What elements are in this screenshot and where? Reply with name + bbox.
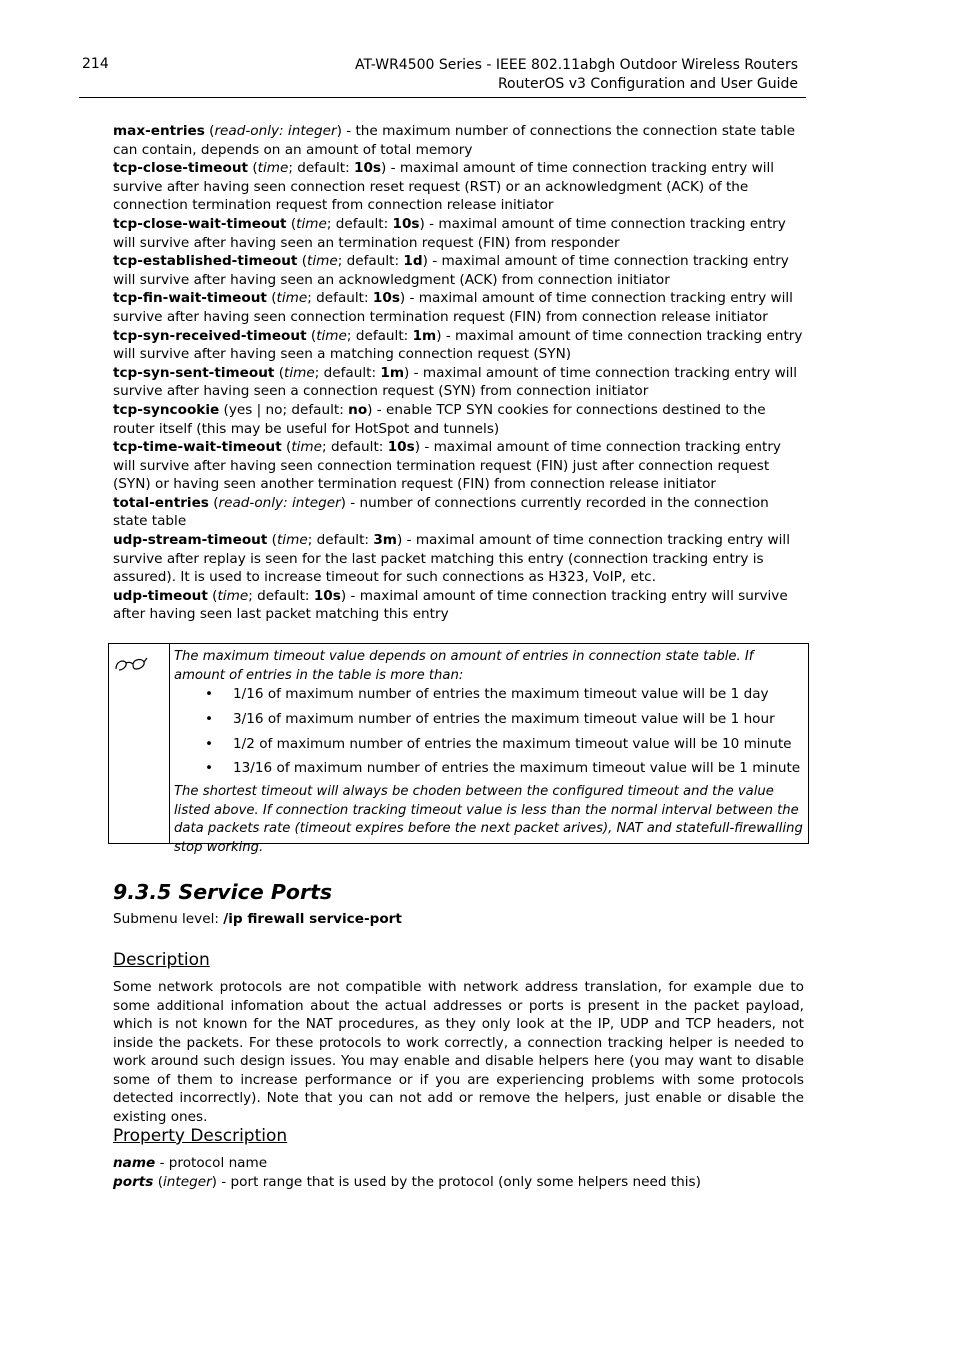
property-default-label: ; default: (307, 532, 374, 549)
property-description: - maximal amount of time connection tracking entry will survive after having seen a connection request (SYN) from connection initiator (113, 364, 798, 400)
property-default-value: 10s (392, 215, 420, 232)
property-term: tcp-close-timeout (113, 160, 248, 177)
property-term: udp-timeout (113, 587, 208, 604)
property-paren: ) (419, 215, 425, 232)
property-term: tcp-syncookie (113, 401, 220, 418)
property-entry (113, 327, 805, 364)
glasses-icon (114, 656, 148, 674)
property-default-value: 10s (353, 160, 381, 177)
property-description: - maximal amount of time connection tracking entry will survive after having seen an acknowledgment (ACK) from connection initiator (113, 253, 789, 288)
property-entry (113, 531, 805, 587)
description-paragraph: Some network protocols are not compatible with network address translation, for example due to some additional infomation about the actual addresses or ports is present in the packet payload, which is not known for the NAT procedures, as they only look at the IP, UDP and TCP headers, not inside the packets. For these protocols to work correctly, a connection tracking helper is needed to work around such design issues. You may enable and disable helpers here (you may want to disable some of them to increase performance or if you are experiencing problems with some protocols detected incorrectly). Note that you can not add or remove the helpers, just enable or disable the existing ones. (113, 979, 804, 1125)
property-default-value: 3m (373, 532, 397, 549)
property-term: udp-stream-timeout (113, 532, 268, 549)
property-default-value: 10s (313, 587, 341, 604)
submenu-path: /ip firewall service-port (223, 911, 402, 927)
submenu-level (113, 911, 402, 927)
property-term: tcp-syn-received-timeout (113, 327, 307, 344)
property-description-heading: Property Description (113, 1126, 288, 1146)
property-default-value: 1m (412, 327, 437, 344)
property-description: - maximal amount of time connection tracking entry will survive after having seen connection termination request (FIN) from connection release initiator (113, 290, 793, 325)
prop-ports-type: integer (163, 1174, 212, 1190)
property-paren: ( (297, 253, 308, 270)
property-type: time (291, 439, 323, 456)
property-default-label: ; default: (248, 587, 314, 604)
property-default-value: 1d (403, 253, 423, 270)
property-default-label: ; default: (322, 439, 388, 456)
property-type: time (307, 253, 338, 270)
property-type: time (316, 327, 347, 344)
property-entry (113, 289, 805, 326)
header-rule (79, 97, 806, 98)
property-description: - maximal amount of time connection tracking entry will survive after having seen connection termination request (FIN) just after connection request (SYN) or having seen another termination request (FIN) from connection release initiator (113, 439, 781, 493)
property-default-label: ; default: (346, 327, 413, 344)
prop-ports-term: ports (113, 1174, 154, 1190)
note-text (174, 648, 804, 858)
note-outro: The shortest timeout will always be choden between the configured timeout and the value listed above. If connection tracking timeout value is less than the normal interval between the data packets rate (timeout expires before the next packet arives), NAT and statefull-firewalling stop working. (174, 784, 803, 856)
note-bullet: • 1/16 of maximum number of entries the maximum timeout value will be 1 day (174, 685, 804, 710)
property-description: - the maximum number of connections the connection state table can contain, depends on an amount of total memory (113, 123, 796, 158)
header-title-line1: AT-WR4500 Series - IEEE 802.11abgh Outdoor Wireless Routers (355, 57, 798, 73)
property-type: time (257, 160, 289, 177)
property-entry (113, 122, 805, 159)
property-default-value: 10s (372, 290, 400, 307)
prop-ports-desc: - port range that is used by the protocol (only some helpers need this) (216, 1174, 701, 1190)
property-default-label: ; default: (307, 290, 373, 307)
property-paren: ) (381, 160, 387, 177)
property-paren: ( (286, 215, 297, 232)
property-term: max-entries (113, 123, 205, 139)
header-title-line2: RouterOS v3 Configuration and User Guide (497, 76, 798, 92)
property-list (113, 122, 805, 624)
property-type: time (296, 215, 327, 232)
section-title: 9.3.5 Service Ports (113, 880, 333, 904)
property-type: time (276, 532, 308, 549)
property-ports (113, 1173, 804, 1192)
property-entry (113, 401, 805, 438)
note-icon-cell (109, 644, 170, 843)
property-paren: ( (266, 290, 277, 307)
property-paren: ( (274, 364, 285, 381)
property-type: yes | no (228, 401, 283, 418)
submenu-label: Submenu level: (113, 911, 224, 927)
property-paren: ) (336, 123, 342, 139)
property-paren: ( (267, 532, 277, 549)
property-paren: ( (281, 439, 292, 456)
property-default-label: ; default: (337, 253, 404, 270)
property-entry (113, 438, 805, 494)
property-entry (113, 159, 805, 215)
page-number: 214 (82, 56, 109, 72)
prop-name-desc: - protocol name (155, 1155, 268, 1171)
property-paren: ) (436, 327, 442, 344)
property-description: - maximal amount of time connection tracking entry will survive after having seen a matching connection request (SYN) (113, 327, 803, 363)
property-entry (113, 252, 805, 289)
property-term: total-entries (113, 494, 209, 511)
note-bullets (174, 685, 804, 781)
property-entry (113, 215, 805, 252)
note-bullet: • 3/16 of maximum number of entries the maximum timeout value will be 1 hour (174, 710, 804, 735)
note-box (108, 643, 809, 856)
property-paren: ) (340, 494, 346, 511)
description-heading: Description (113, 950, 210, 970)
property-type: read-only: integer (218, 494, 341, 511)
prop-name-term: name (113, 1155, 156, 1171)
property-term: tcp-syn-sent-timeout (113, 364, 275, 381)
property-paren: ) (414, 439, 421, 456)
property-paren: ( (207, 587, 218, 604)
property-name (113, 1154, 804, 1173)
property-paren: ) (399, 290, 406, 307)
property-default-label: ; default: (288, 160, 354, 177)
property-paren: ( (306, 327, 317, 344)
property-type: time (217, 587, 249, 604)
property-entry (113, 494, 805, 531)
property-term: tcp-established-timeout (113, 253, 298, 270)
property-entry (113, 587, 805, 624)
property-paren: ( (248, 160, 258, 177)
prop-ports-open: ( (153, 1174, 163, 1190)
property-default-label: ; default: (282, 401, 349, 418)
property-paren: ( (219, 401, 229, 418)
property-term: tcp-time-wait-timeout (113, 439, 282, 456)
property-term: tcp-fin-wait-timeout (113, 290, 267, 307)
property-entry (113, 364, 805, 401)
note-bullet: • 13/16 of maximum number of entries the maximum timeout value will be 1 minute (174, 759, 804, 781)
property-default-label: ; default: (326, 215, 393, 232)
property-paren: ) (396, 532, 403, 549)
property-term: tcp-close-wait-timeout (113, 215, 287, 232)
running-header (355, 56, 798, 94)
note-bullet: • 1/2 of maximum number of entries the maximum timeout value will be 10 minute (174, 735, 804, 760)
property-paren: ) (404, 364, 410, 381)
note-intro: The maximum timeout value depends on amount of entries in connection state table. If amount of entries in the table is more than: (174, 649, 754, 683)
property-description: - maximal amount of time connection tracking entry will survive after having seen last packet matching this entry (113, 587, 788, 623)
property-paren: ( (204, 123, 215, 139)
property-paren: ( (208, 494, 219, 511)
property-description: - enable TCP SYN cookies for connections destined to the router itself (this may be useful for HotSpot and tunnels) (113, 401, 766, 437)
property-description: - maximal amount of time connection tracking entry will survive after having seen an termination request (FIN) from responder (113, 215, 786, 251)
property-default-label: ; default: (314, 364, 381, 381)
property-paren: ) (367, 401, 373, 418)
prop-ports-close: ) (211, 1174, 217, 1190)
property-default-value: 1m (380, 364, 404, 381)
property-type: read-only: integer (214, 123, 337, 139)
property-default-value: no (348, 401, 368, 418)
property-paren: ) (422, 253, 428, 270)
property-paren: ) (340, 587, 347, 604)
property-description: - maximal amount of time connection tracking entry will survive after replay is seen for the last packet matching this entry (connection tracking entry is assured). It is used to increase timeout for such connections as H323, VoIP, etc. (113, 532, 790, 586)
property-type: time (276, 290, 308, 307)
property-description: - maximal amount of time connection tracking entry will survive after having seen connection reset request (RST) or an acknowledgment (ACK) of the connection termination request from connection release initiator (113, 160, 775, 214)
property-description: - number of connections currently recorded in the connection state table (113, 494, 769, 530)
property-default-value: 10s (387, 439, 415, 456)
property-type: time (284, 364, 315, 381)
